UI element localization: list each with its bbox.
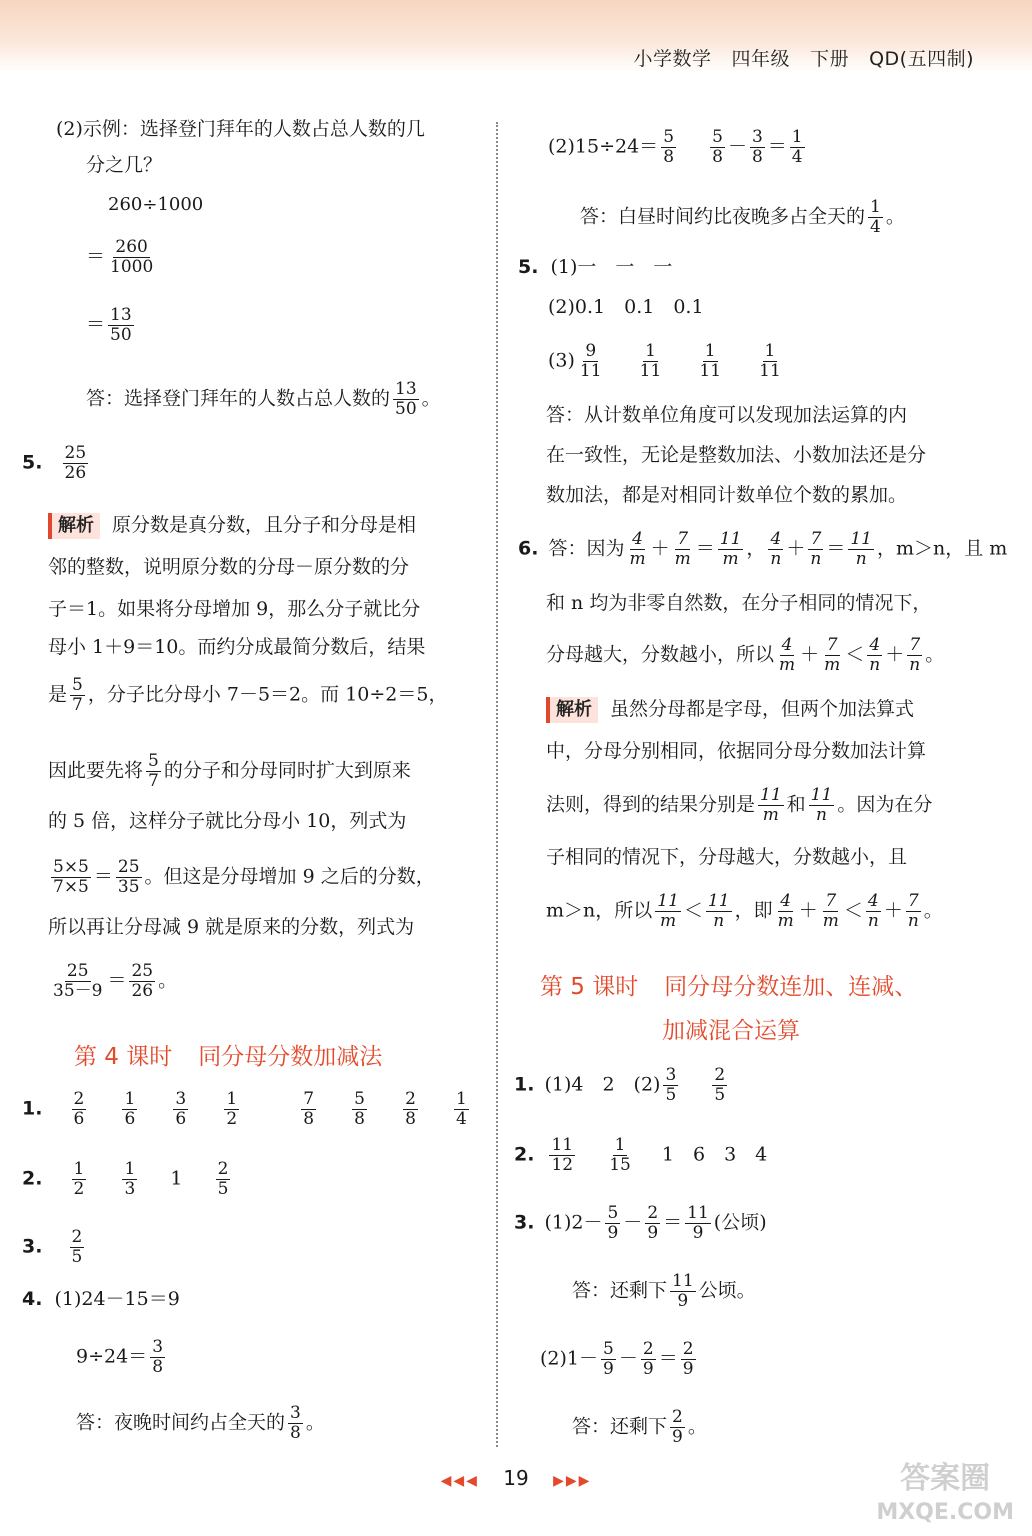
fraction: $\frac{7}{8}$: [303, 1089, 315, 1129]
r-q5-answer-3: 数加法，都是对相同计数单位个数的累加。: [546, 484, 908, 506]
fraction: $\frac{2}{5}$: [217, 1159, 229, 1199]
fraction: $\frac{1}{2}$: [73, 1159, 85, 1199]
fraction: $\frac{2}{5}$: [714, 1065, 726, 1105]
fraction: $\frac{7}{m}$: [674, 529, 691, 569]
fraction: $\frac{4}{m}$: [779, 635, 796, 675]
analysis-line-9: 所以再让分母减 9 就是原来的分数，列式为: [48, 916, 415, 938]
fraction: $\frac{5}{8}$: [663, 127, 675, 167]
fraction: $\frac{11}{n}$: [810, 785, 833, 825]
fraction: $\frac{4}{n}$: [770, 529, 782, 569]
fraction: $\frac{3}{8}$: [290, 1403, 301, 1443]
l-q3: 3. $\frac{2}{5}$: [22, 1227, 83, 1267]
fraction: $\frac{1}{11}$: [759, 341, 781, 381]
fraction: $\frac{11}{9}$: [687, 1203, 709, 1243]
fraction: $\frac{7}{n}$: [907, 891, 919, 931]
q2-step2: ＝ $\frac{13}{50}$: [86, 305, 132, 345]
r-analysis-line-5: m＞n，所以 $\frac{11}{m}$ ＜ $\frac{11}{n}$ ，即 $\frac{4}{m}$ ＋ $\frac{7}{m}$ ＜ $\frac{4}{n}$ ＋ $\frac{7}{n}$ 。: [546, 891, 943, 931]
fraction: $\frac{4}{n}$: [867, 891, 879, 931]
fraction: $\frac{11}{n}$: [707, 891, 730, 931]
fraction: $\frac{11}{9}$: [672, 1271, 694, 1311]
section-5-heading: 第 5 课时 同分母分数连加、连减、: [540, 974, 918, 1000]
next-arrows-icon: ▶▶▶: [553, 1473, 592, 1489]
section-4-heading: 第 4 课时 同分母分数加减法: [74, 1044, 383, 1070]
fraction: $\frac{2}{5}$: [71, 1227, 83, 1267]
fraction: $\frac{2}{9}$: [647, 1203, 659, 1243]
fraction: $\frac{5}{9}$: [607, 1203, 619, 1243]
r-analysis-line-3: 法则，得到的结果分别是 $\frac{11}{m}$ 和 $\frac{11}{n}$ 。因为在分: [546, 785, 933, 825]
r-q5-line3: (3) $\frac{9}{11}$ $\frac{1}{11}$ $\frac{1}{11}$ $\frac{1}{11}$: [548, 341, 781, 381]
fraction: $\frac{1}{11}$: [699, 341, 722, 381]
fraction: $\frac{25}{26}$: [131, 961, 154, 1001]
fraction: $\frac{3}{6}$: [175, 1089, 187, 1129]
r-s3b-answer: 答：还剩下 $\frac{2}{9}$ 。: [572, 1407, 707, 1447]
header-edition: QD(五四制): [869, 48, 974, 70]
fraction: $\frac{3}{5}$: [665, 1065, 677, 1105]
page-number: 19: [503, 1466, 529, 1490]
q5-answer: 5. $\frac{25}{26}$: [22, 443, 87, 483]
fraction: $\frac{5}{8}$: [354, 1089, 365, 1129]
fraction: $\frac{11}{m}$: [657, 891, 679, 931]
r-q4-answer: 答：白昼时间约比夜晚多占全天的 $\frac{1}{4}$ 。: [580, 197, 905, 237]
q2-step1: ＝ $\frac{260}{1000}$: [86, 237, 154, 277]
fraction: $\frac{2}{9}$: [682, 1339, 694, 1379]
header-subject: 小学数学: [633, 48, 712, 70]
l-q4-answer: 答：夜晚时间约占全天的 $\frac{3}{8}$ 。: [76, 1403, 325, 1443]
fraction: $\frac{3}{8}$: [152, 1337, 164, 1377]
fraction: $\frac{11}{n}$: [850, 529, 872, 569]
analysis-line-1: 解析 原分数是真分数，且分子和分母是相: [48, 510, 416, 540]
analysis-line-8: $\frac{5\times 5}{7\times 5}$ ＝ $\frac{25}{35}$ 。但这是分母增加 9 之后的分数，: [53, 857, 435, 897]
fraction: $\frac{11}{m}$: [719, 529, 742, 569]
fraction: $\frac{5\times 5}{7\times 5}$: [53, 857, 89, 897]
fraction: $\frac{1}{4}$: [791, 127, 803, 167]
fraction: $\frac{2}{9}$: [672, 1407, 683, 1447]
fraction: $\frac{5}{7}$: [148, 751, 159, 791]
q2-answer: 答：选择登门拜年的人数占总人数的 $\frac{13}{50}$ 。: [86, 379, 441, 419]
r-q6-line3: 分母越大，分数越小，所以 $\frac{4}{m}$ ＋ $\frac{7}{m}$ ＜ $\frac{4}{n}$ ＋ $\frac{7}{n}$ 。: [546, 635, 945, 675]
analysis-line-6: 因此要先将 $\frac{5}{7}$ 的分子和分母同时扩大到原来: [48, 751, 411, 791]
l-q4-line2: 9÷24＝ $\frac{3}{8}$: [76, 1337, 164, 1377]
analysis-tag: 解析: [48, 513, 100, 539]
q2-example-line-cont: 分之几？: [86, 154, 163, 176]
fraction: $\frac{5}{8}$: [712, 127, 723, 167]
r-analysis-line-1: 解析 虽然分母都是字母，但两个加法算式: [546, 694, 914, 724]
fraction: $\frac{9}{11}$: [579, 341, 602, 381]
fraction: $\frac{1}{4}$: [870, 197, 881, 237]
fraction: $\frac{1}{15}$: [609, 1135, 631, 1175]
fraction: $\frac{3}{8}$: [751, 127, 763, 167]
r-q5-answer-2: 在一致性，无论是整数加法、小数加法还是分: [546, 444, 927, 466]
r-q5-line1: 5. (1)一 一 一: [518, 256, 673, 278]
r-q5-line2: (2)0.1 0.1 0.1: [548, 296, 704, 318]
fraction: $\frac{25}{26}$: [64, 443, 87, 483]
fraction: $\frac{1}{2}$: [226, 1089, 238, 1129]
fraction: $\frac{13}{50}$: [110, 305, 132, 345]
watermark: 答案圈 MXQE.COM: [876, 1461, 1014, 1525]
analysis-line-5: 是 $\frac{5}{7}$ ，分子比分母小 7－5＝2。而 10÷2＝5，: [48, 675, 448, 715]
fraction: $\frac{2}{8}$: [405, 1089, 416, 1129]
q2-example-line: (2)示例：选择登门拜年的人数占总人数的几: [56, 118, 425, 140]
fraction: $\frac{2}{6}$: [73, 1089, 85, 1129]
r-s1: 1. (1)4 2 (2) $\frac{3}{5}$ $\frac{2}{5}$: [514, 1065, 726, 1105]
fraction: $\frac{1}{3}$: [124, 1159, 136, 1199]
fraction: $\frac{11}{m}$: [760, 785, 782, 825]
r-q5-answer-1: 答：从计数单位角度可以发现加法运算的内: [546, 404, 908, 426]
fraction: $\frac{1}{11}$: [639, 341, 662, 381]
r-analysis-line-2: 中，分母分别相同，依据同分母分数加法计算: [546, 740, 927, 762]
header-grade: 四年级: [731, 48, 791, 70]
fraction: $\frac{11}{12}$: [551, 1135, 574, 1175]
r-analysis-line-4: 子相同的情况下，分母越大，分数越小，且: [546, 846, 908, 868]
analysis-line-10: $\frac{25}{35-9}$ ＝ $\frac{25}{26}$ 。: [53, 961, 178, 1001]
fraction: $\frac{4}{n}$: [869, 635, 881, 675]
fraction: $\frac{4}{m}$: [629, 529, 646, 569]
analysis-line-7: 的 5 倍，这样分子就比分母小 10，列式为: [48, 810, 407, 832]
fraction: $\frac{25}{35-9}$: [53, 961, 103, 1001]
r-s3-answer: 答：还剩下 $\frac{11}{9}$ 公顷。: [572, 1271, 756, 1311]
fraction: $\frac{5}{9}$: [603, 1339, 614, 1379]
r-s3-line1: 3. (1)2－ $\frac{5}{9}$ － $\frac{2}{9}$ ＝ $\frac{11}{9}$ (公顷): [514, 1203, 767, 1243]
fraction: $\frac{7}{n}$: [810, 529, 822, 569]
r-q6-line1: 6. 答：因为 $\frac{4}{m}$ ＋ $\frac{7}{m}$ ＝ $\frac{11}{m}$ ， $\frac{4}{n}$ ＋ $\frac{7}{n}$ ＝ $\frac{11}{n}$ ，m＞n，且 m: [518, 529, 1008, 569]
analysis-line-3: 子＝1。如果将分母增加 9，那么分子就比分: [48, 598, 421, 620]
analysis-tag: 解析: [546, 697, 598, 723]
l-q4-line1: 4. (1)24－15＝9: [22, 1288, 180, 1310]
prev-arrows-icon: ◀◀◀: [440, 1473, 479, 1489]
fraction: $\frac{260}{1000}$: [110, 237, 154, 277]
section-5-heading-cont: 加减混合运算: [662, 1018, 800, 1044]
q2-calc: 260÷1000: [108, 194, 204, 215]
l-q1: 1. $\frac{2}{6}$ $\frac{1}{6}$ $\frac{3}{6}$ $\frac{1}{2}$ $\frac{7}{8}$ $\frac{5}{8}$ $\frac{2}{8}$ $\frac{1}{4}$: [22, 1089, 467, 1129]
fraction: $\frac{1}{6}$: [124, 1089, 136, 1129]
r-s3-line2: (2)1－ $\frac{5}{9}$ － $\frac{2}{9}$ ＝ $\frac{2}{9}$: [540, 1339, 694, 1379]
analysis-line-4: 母小 1＋9＝10。而约分成最简分数后，结果: [48, 636, 426, 658]
r-s2: 2. $\frac{11}{12}$ $\frac{1}{15}$ 1 6 3 4: [514, 1135, 768, 1175]
fraction: $\frac{7}{n}$: [909, 635, 921, 675]
fraction: $\frac{4}{m}$: [777, 891, 794, 931]
fraction: $\frac{25}{35}$: [117, 857, 140, 897]
analysis-line-2: 邻的整数，说明原分数的分母－原分数的分: [48, 556, 410, 578]
r-q4-line2: (2)15÷24＝ $\frac{5}{8}$ $\frac{5}{8}$ － $\frac{3}{8}$ ＝ $\frac{1}{4}$: [548, 127, 803, 167]
page-header: [614, 44, 974, 71]
fraction: $\frac{7}{m}$: [824, 635, 841, 675]
fraction: $\frac{5}{7}$: [72, 675, 83, 715]
fraction: $\frac{13}{50}$: [395, 379, 417, 419]
r-q6-line2: 和 n 均为非零自然数，在分子相同的情况下，: [546, 592, 932, 614]
header-volume: 下册: [810, 48, 850, 70]
fraction: $\frac{1}{4}$: [456, 1089, 467, 1129]
l-q2: 2. $\frac{1}{2}$ $\frac{1}{3}$ 1 $\frac{2}{5}$: [22, 1159, 229, 1199]
fraction: $\frac{2}{9}$: [642, 1339, 654, 1379]
column-divider: [496, 122, 498, 1447]
fraction: $\frac{7}{m}$: [822, 891, 839, 931]
